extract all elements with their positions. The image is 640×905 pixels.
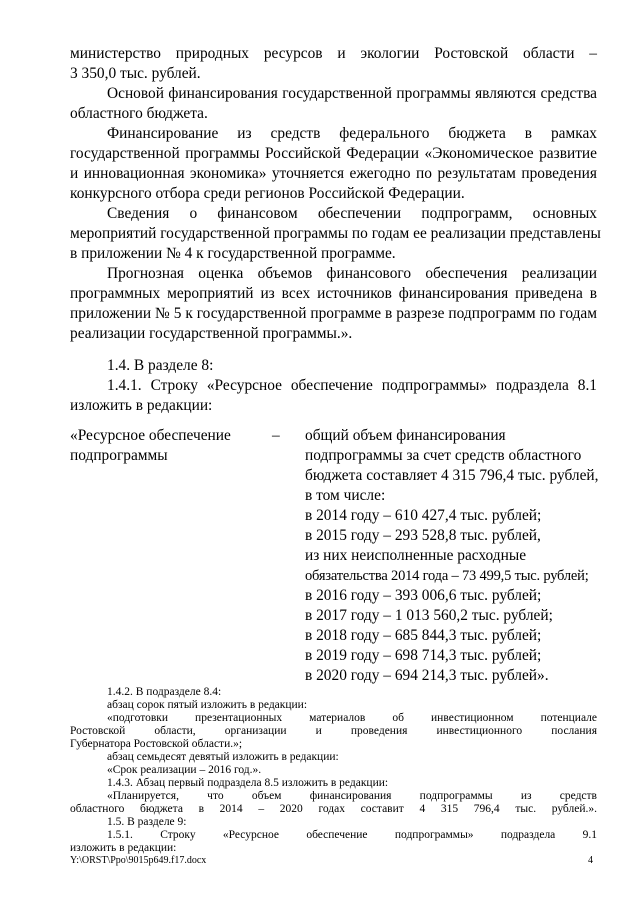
resource-label: подпрограммы	[70, 447, 168, 464]
paragraph-line: Основой финансирования государственной программы являются средства	[107, 85, 597, 102]
resource-value-line: в 2017 году – 1 013 560,2 тыс. рублей;	[305, 607, 553, 624]
paragraph-line: 1.5. В разделе 9:	[107, 816, 187, 828]
section-heading: 1.4. В разделе 8:	[107, 357, 214, 374]
resource-value-line: из них неисполненные расходные	[305, 547, 527, 564]
paragraph-line: конкурсного отбора среди регионов Российской Федерации.	[70, 185, 465, 202]
paragraph-line: областного бюджета в 2014 – 2020 годах составит 4 315 796,4 тыс. рублей.».	[70, 803, 597, 815]
paragraph-line: Сведения о финансовом обеспечении подпрограмм, основных	[107, 205, 597, 222]
paragraph-line: «подготовки презентационных материалов об инвестиционном потенциале	[107, 712, 597, 724]
paragraph-line: министерство природных ресурсов и экологии Ростовской области –	[70, 45, 597, 62]
paragraph-line: изложить в редакции:	[70, 842, 177, 854]
paragraph-line: 1.4.3. Абзац первый подраздела 8.5 изложить в редакции:	[107, 777, 389, 789]
paragraph-line: Губернатора Ростовской области.»;	[70, 738, 243, 750]
resource-value-line: обязательства 2014 года – 73 499,5 тыс. рублей;	[305, 568, 589, 584]
resource-value-line: в 2014 году – 610 427,4 тыс. рублей;	[305, 507, 542, 524]
paragraph-line: областного бюджета.	[70, 105, 208, 122]
paragraph-line: изложить в редакции:	[70, 397, 213, 414]
resource-value-line: в 2016 году – 393 006,6 тыс. рублей;	[305, 587, 542, 604]
paragraph-line: 1.4.2. В подразделе 8.4:	[107, 686, 222, 698]
paragraph-line: «Планируется, что объем финансирования подпрограммы из средств	[107, 790, 597, 802]
paragraph-line: реализации государственной программы.».	[70, 325, 353, 342]
resource-value-line: в 2020 году – 694 214,3 тыс. рублей».	[305, 667, 549, 684]
footer-page-number: 4	[588, 855, 593, 866]
paragraph-line: государственной программы Российской Федерации «Экономическое развитие	[70, 145, 597, 162]
resource-value-line: в 2019 году – 698 714,3 тыс. рублей;	[305, 647, 542, 664]
resource-value-line: в том числе:	[305, 487, 386, 504]
paragraph-line: приложении № 5 к государственной программе в разрезе подпрограмм по годам	[70, 305, 597, 322]
paragraph-line: и инновационная экономика» уточняется ежегодно по результатам проведения	[70, 165, 597, 182]
paragraph-line: 1.5.1. Строку «Ресурсное обеспечение подпрограммы» подраздела 9.1	[107, 829, 597, 841]
resource-label: «Ресурсное обеспечение	[70, 427, 231, 444]
footer-file-path: Y:\ORST\Ppo\9015p649.f17.docx	[70, 855, 207, 866]
paragraph-line: «Срок реализации – 2016 год.».	[107, 764, 262, 776]
paragraph-line: Финансирование из средств федерального бюджета в рамках	[107, 125, 597, 142]
resource-value-line: подпрограммы за счет средств областного	[305, 447, 582, 464]
resource-value-line: бюджета составляет 4 315 796,4 тыс. рублей,	[305, 467, 599, 484]
resource-value-line: в 2018 году – 685 844,3 тыс. рублей;	[305, 627, 542, 644]
resource-value-line: общий объем финансирования	[305, 427, 506, 444]
paragraph-line: мероприятий государственной программы по годам ее реализации представлены	[70, 225, 601, 242]
resource-value-line: в 2015 году – 293 528,8 тыс. рублей,	[305, 527, 541, 544]
paragraph-line: абзац семьдесят девятый изложить в редакции:	[107, 751, 339, 763]
paragraph-line: 1.4.1. Строку «Ресурсное обеспечение подпрограммы» подраздела 8.1	[107, 377, 597, 394]
paragraph-line: 3 350,0 тыс. рублей.	[70, 65, 201, 82]
resource-dash: –	[272, 427, 280, 444]
paragraph-line: абзац сорок пятый изложить в редакции:	[107, 699, 308, 711]
paragraph-line: в приложении № 4 к государственной программе.	[70, 245, 396, 262]
paragraph-line: Ростовской области, организации и проведения инвестиционного послания	[70, 725, 597, 737]
paragraph-line: Прогнозная оценка объемов финансового обеспечения реализации	[107, 265, 597, 282]
paragraph-line: программных мероприятий из всех источников финансирования приведена в	[70, 285, 597, 302]
